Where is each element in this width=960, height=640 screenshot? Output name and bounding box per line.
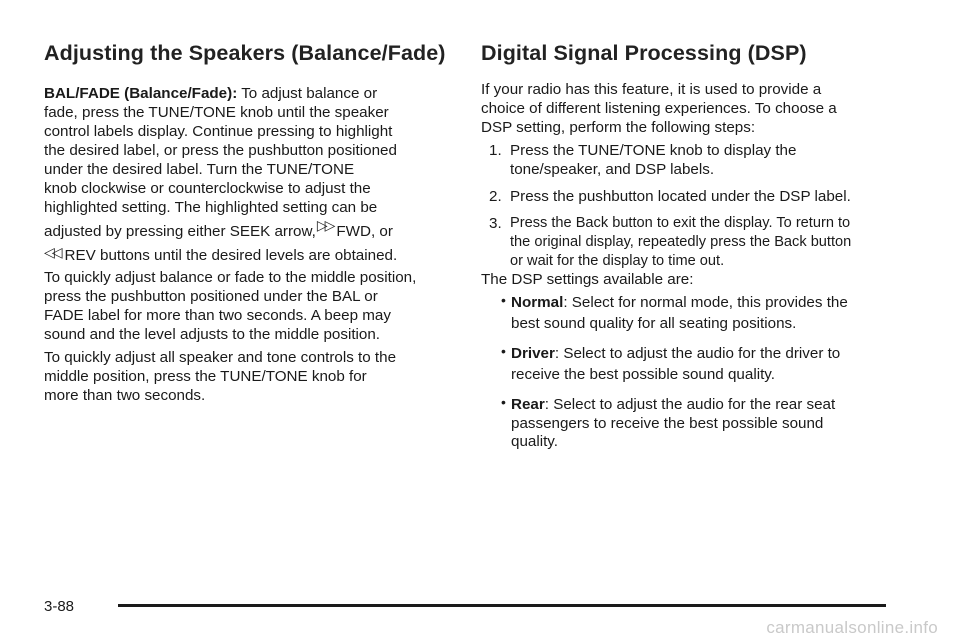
setting-line	[511, 292, 891, 313]
setting-line: quality.	[511, 433, 558, 450]
setting-name: Rear	[511, 396, 545, 413]
bal-fade-line-1	[44, 84, 444, 103]
step-number: 3.	[489, 215, 502, 232]
step-item	[481, 214, 891, 271]
page-number: 3-88	[44, 598, 75, 615]
bal-fade-line: knob clockwise or counterclockwise to adjust the	[44, 180, 371, 197]
step-line: Press the pushbutton located under the DSP label.	[510, 188, 851, 205]
setting-line	[511, 343, 891, 364]
setting-line: receive the best possible sound quality.	[511, 366, 775, 383]
seek-text: adjusted by pressing either SEEK arrow,	[44, 223, 316, 240]
step-line: tone/speaker, and DSP labels.	[510, 161, 715, 178]
middle-position-paragraph	[44, 268, 444, 344]
setting-item-driver	[481, 343, 891, 385]
dsp-intro-paragraph	[481, 80, 893, 137]
dsp-steps-list	[481, 141, 891, 279]
step-item	[481, 187, 891, 206]
step-number: 2.	[489, 188, 502, 205]
bullet-icon: •	[501, 394, 506, 410]
rev-line	[44, 246, 444, 265]
bal-fade-line: control labels display. Continue pressing to highlight	[44, 123, 393, 140]
bal-fade-term: BAL/FADE (Balance/Fade):	[44, 85, 238, 102]
paragraph-line: more than two seconds.	[44, 387, 206, 404]
setting-line: passengers to receive the best possible sound	[511, 415, 824, 432]
setting-name: Normal	[511, 294, 564, 311]
paragraph-line: If your radio has this feature, it is used to provide a	[481, 81, 822, 98]
seek-line	[44, 217, 444, 241]
setting-line	[511, 394, 891, 415]
seek-down-icon: ◁◁	[44, 244, 60, 260]
bal-fade-line: highlighted setting. The highlighted setting can be	[44, 199, 378, 216]
bullet-icon: •	[501, 292, 506, 308]
setting-text: : Select for normal mode, this provides the	[563, 294, 848, 311]
step-line: Press the Back button to exit the display. To return to	[510, 215, 851, 231]
bullet-icon: •	[501, 343, 506, 359]
fwd-label: FWD, or	[336, 223, 393, 240]
setting-text: : Select to adjust the audio for the driver to	[554, 345, 841, 362]
tone-reset-paragraph	[44, 348, 444, 405]
settings-intro: The DSP settings available are:	[481, 271, 694, 288]
step-line: Press the TUNE/TONE knob to display the	[510, 142, 797, 159]
balance-fade-heading: Adjusting the Speakers (Balance/Fade)	[44, 41, 446, 65]
dsp-settings-list	[481, 292, 891, 460]
paragraph-line: choice of different listening experiences. To choose a	[481, 100, 837, 117]
setting-text: : Select to adjust the audio for the rear seat	[544, 396, 836, 413]
bal-fade-line: under the desired label. Turn the TUNE/TONE	[44, 161, 355, 178]
paragraph-line: DSP setting, perform the following steps:	[481, 119, 756, 136]
paragraph-line: middle position, press the TUNE/TONE knob for	[44, 368, 367, 385]
dsp-heading: Digital Signal Processing (DSP)	[481, 41, 807, 65]
setting-name: Driver	[511, 345, 555, 362]
paragraph-line: sound and the level adjusts to the middle position.	[44, 326, 381, 343]
setting-item-normal	[481, 292, 891, 334]
rev-text: REV buttons until the desired levels are obtained.	[64, 247, 398, 264]
step-line: the original display, repeatedly press the Back button	[510, 234, 852, 250]
bal-fade-paragraph	[44, 84, 444, 265]
bal-fade-line: the desired label, or press the pushbutton positioned	[44, 142, 397, 159]
bal-fade-line: fade, press the TUNE/TONE knob until the speaker	[44, 104, 389, 121]
setting-item-rear	[481, 394, 891, 451]
setting-line: best sound quality for all seating positions.	[511, 315, 797, 332]
bal-fade-line1-text: To adjust balance or	[241, 85, 378, 102]
paragraph-line: FADE label for more than two seconds. A beep may	[44, 307, 391, 324]
paragraph-line: To quickly adjust all speaker and tone controls to the	[44, 349, 397, 366]
step-line: or wait for the display to time out.	[510, 253, 725, 269]
watermark: carmanualsonline.info	[766, 618, 938, 637]
paragraph-line: press the pushbutton positioned under the BAL or	[44, 288, 378, 305]
paragraph-line: To quickly adjust balance or fade to the middle position,	[44, 269, 417, 286]
footer-divider	[118, 604, 886, 607]
seek-up-icon: ▷▷	[316, 217, 333, 233]
step-number: 1.	[489, 142, 502, 159]
step-item	[481, 141, 891, 179]
